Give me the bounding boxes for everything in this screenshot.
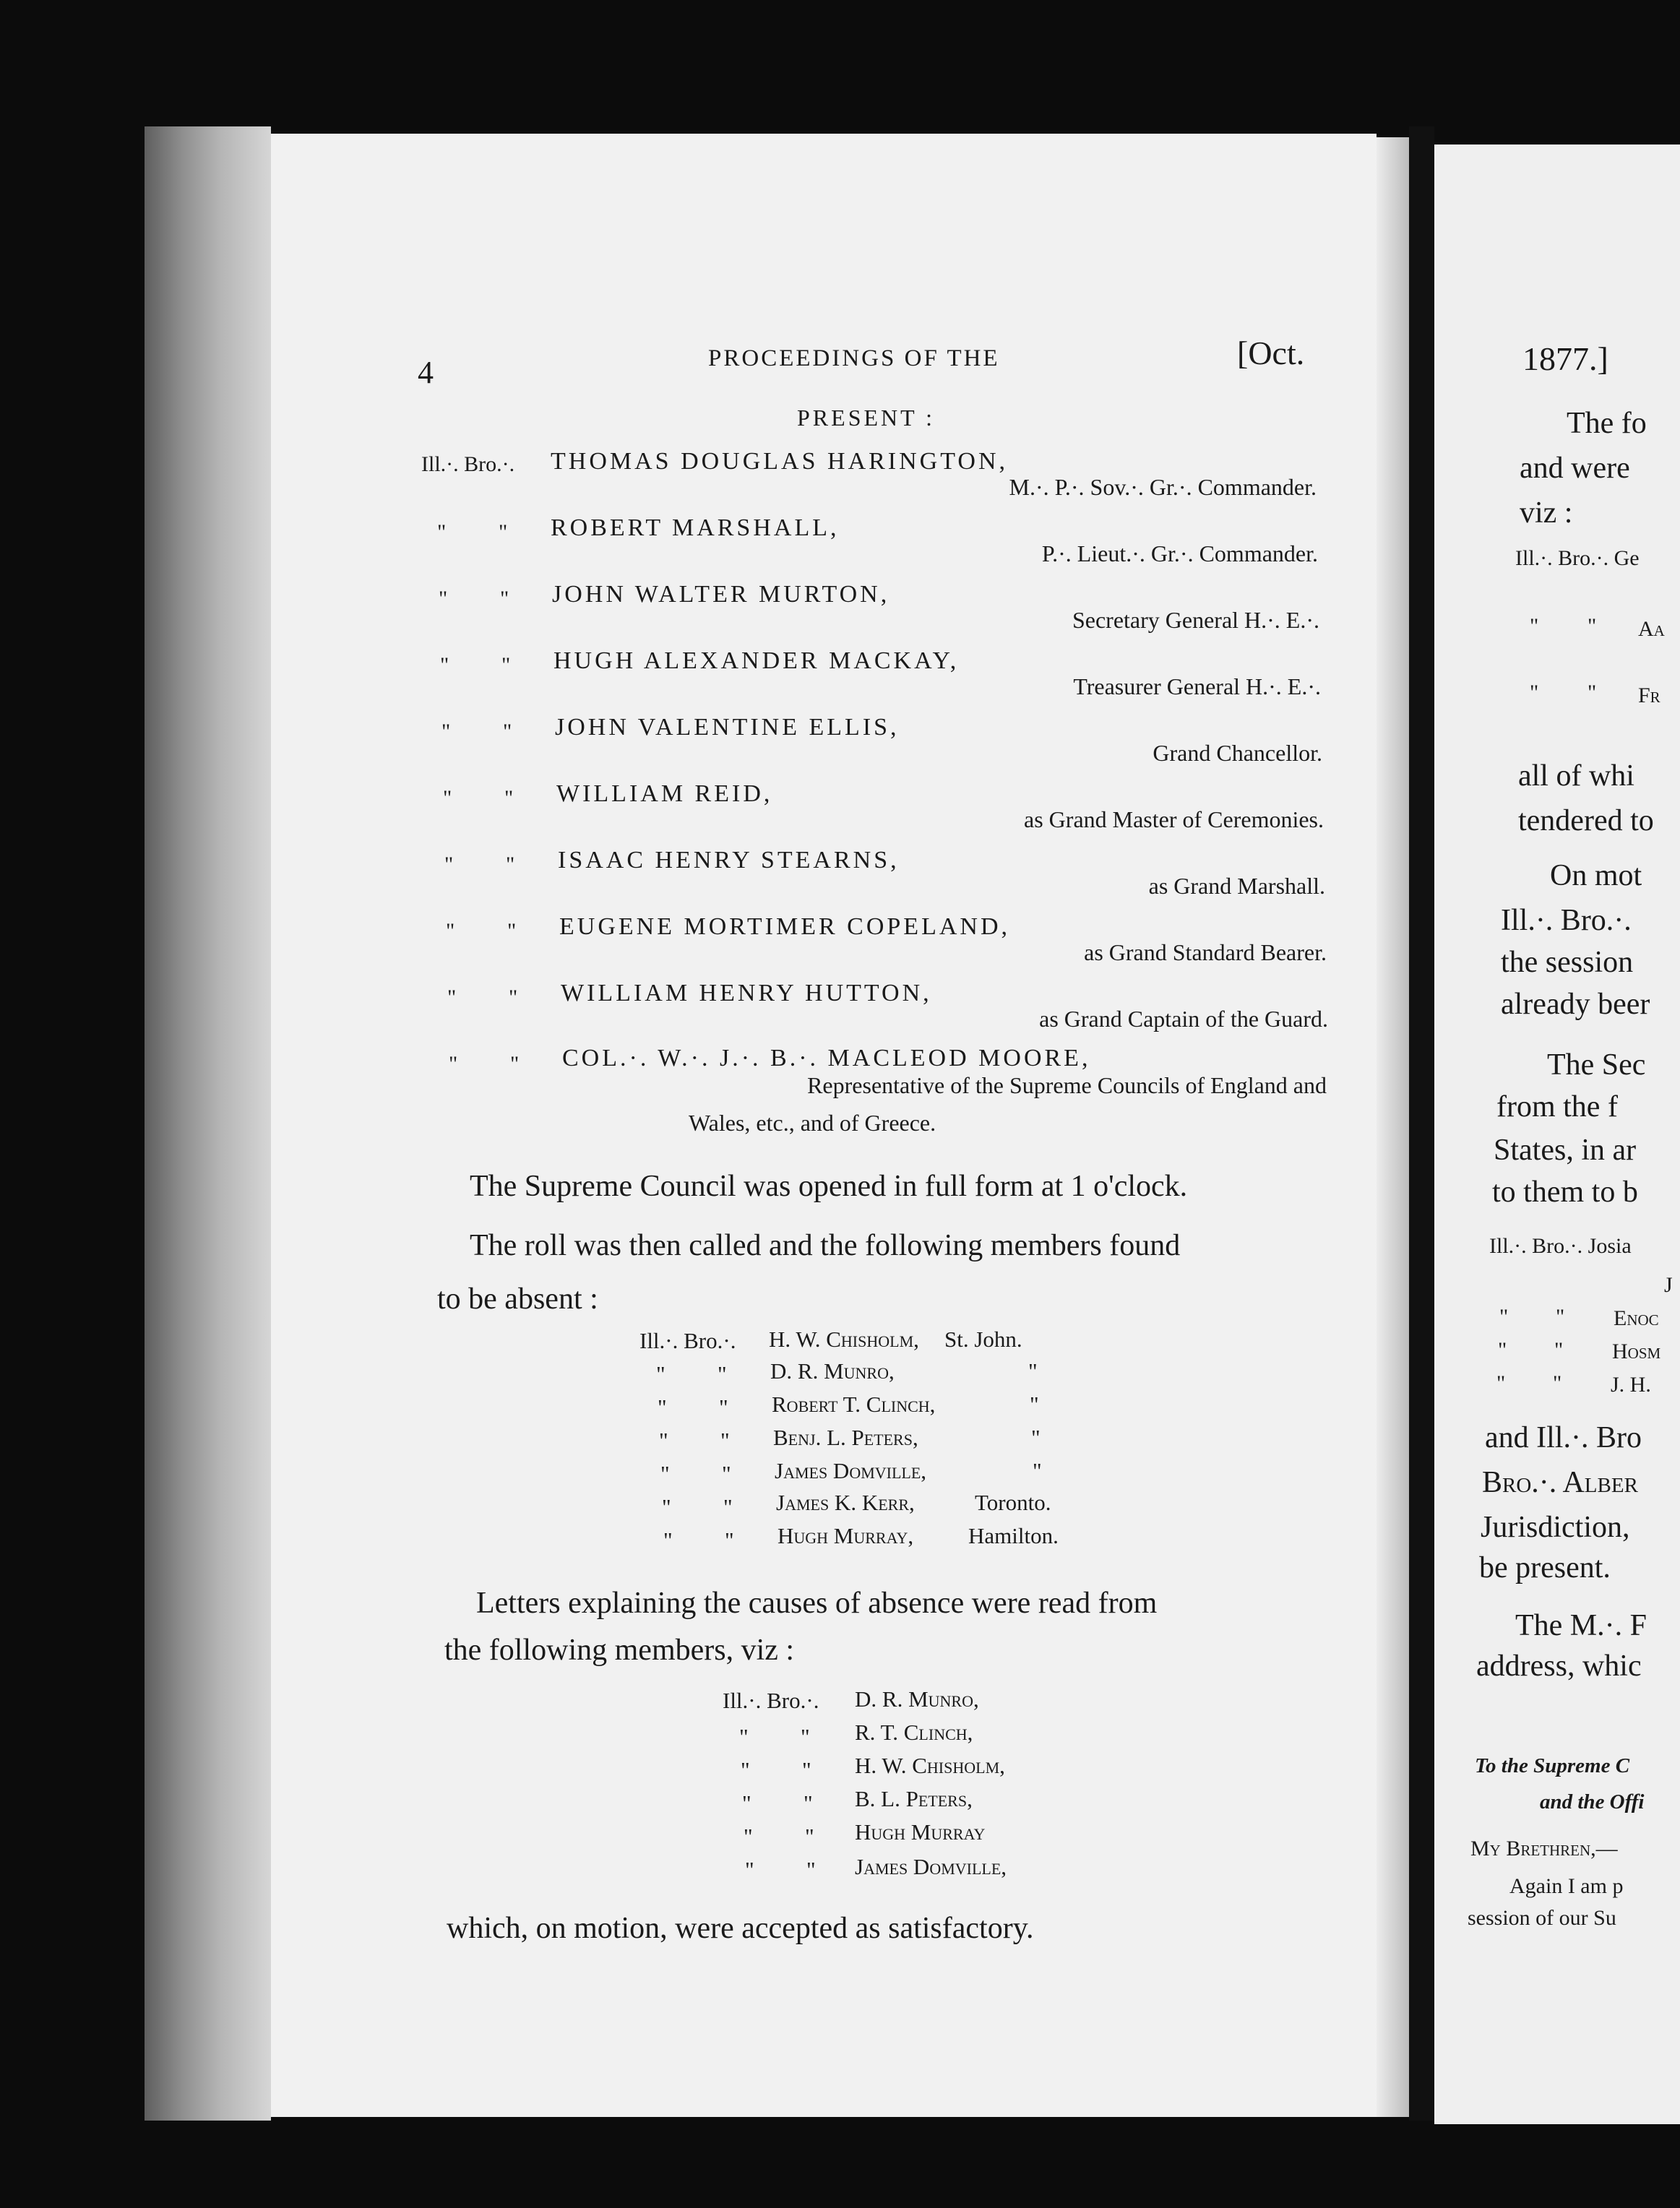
page-number: 4 [418, 355, 434, 390]
absent-place: " [1028, 1358, 1038, 1384]
ditto-mark: " [507, 919, 517, 943]
absent-prefix: Ill.·. Bro.·. [639, 1328, 736, 1353]
ditto-mark: " [509, 986, 518, 1009]
running-head: PROCEEDINGS OF THE [708, 345, 1000, 371]
present-title-continued: Wales, etc., and of Greece. [689, 1110, 936, 1136]
ditto-mark: " [441, 720, 451, 743]
ditto-mark: " [443, 786, 452, 810]
page-edge [145, 126, 271, 2121]
ditto-mark: " [663, 1527, 673, 1553]
right-running-head-year: 1877.] [1522, 340, 1608, 377]
right-text-line: Again I am p [1509, 1874, 1624, 1898]
present-title: Representative of the Supreme Councils of England and [807, 1072, 1327, 1098]
right-bro-line: J [1664, 1273, 1673, 1297]
present-name: HUGH ALEXANDER MACKAY, [553, 647, 960, 674]
right-line: On mot [1550, 859, 1642, 892]
ditto-mark: " [1530, 681, 1539, 704]
ditto-mark: " [1588, 681, 1597, 704]
ditto-mark: " [742, 1790, 751, 1816]
ditto-mark: " [659, 1428, 668, 1453]
right-bro-line: Hosm [1612, 1340, 1661, 1363]
letters-name: H. W. Chisholm, [855, 1753, 1005, 1778]
absent-place: St. John. [944, 1327, 1022, 1352]
right-line: the session [1501, 946, 1634, 979]
letters-name: James Domville, [855, 1854, 1007, 1879]
absent-name: James Domville, [775, 1458, 927, 1483]
absent-name: Robert T. Clinch, [772, 1392, 936, 1417]
ditto-mark: " [439, 587, 448, 611]
ditto-mark: " [722, 1461, 731, 1486]
ditto-mark: " [1498, 1338, 1507, 1362]
present-name: COL.·. W.·. J.·. B.·. MACLEOD MOORE, [562, 1045, 1091, 1071]
present-name: ROBERT MARSHALL, [551, 514, 840, 541]
present-title: as Grand Master of Ceremonies. [1024, 806, 1324, 832]
ditto-mark: " [662, 1494, 671, 1519]
ditto-mark: " [725, 1527, 734, 1553]
right-bro-line: Fr [1638, 683, 1660, 707]
ditto-mark: " [440, 653, 449, 677]
ditto-mark: " [1496, 1371, 1506, 1395]
letters-name: Hugh Murray [855, 1819, 986, 1845]
ditto-mark: " [656, 1361, 665, 1387]
ditto-mark: " [510, 1052, 520, 1076]
present-prefix: Ill.·. Bro.·. [421, 452, 515, 476]
absent-place: " [1030, 1392, 1039, 1417]
ditto-mark: " [801, 1724, 810, 1749]
present-name: THOMAS DOUGLAS HARINGTON, [551, 448, 1008, 475]
absent-name: Hugh Murray, [777, 1523, 914, 1548]
present-title: P.·. Lieut.·. Gr.·. Commander. [1041, 540, 1318, 566]
ditto-mark: " [718, 1361, 727, 1387]
letters-prefix: Ill.·. Bro.·. [723, 1688, 819, 1713]
right-line: The M.·. F [1515, 1609, 1647, 1642]
ditto-mark: " [802, 1757, 811, 1782]
absent-name: H. W. Chisholm, [769, 1327, 919, 1352]
ditto-mark: " [447, 986, 457, 1009]
letters-name: D. R. Munro, [855, 1686, 979, 1712]
paragraph-letters: Letters explaining the causes of absence were read from [476, 1587, 1158, 1620]
letters-name: B. L. Peters, [855, 1786, 973, 1811]
right-line: from the f [1496, 1090, 1618, 1124]
present-title: Secretary General H.·. E.·. [1072, 607, 1319, 633]
right-line: be present. [1479, 1551, 1611, 1584]
right-page-content [1434, 0, 1671, 2208]
absent-place: Hamilton. [968, 1523, 1059, 1548]
ditto-mark: " [745, 1857, 754, 1882]
absent-name: James K. Kerr, [776, 1490, 915, 1515]
spine [1409, 126, 1434, 2121]
ditto-mark: " [739, 1724, 749, 1749]
ditto-mark: " [503, 720, 512, 743]
right-line: tendered to [1518, 804, 1654, 837]
present-title: as Grand Standard Bearer. [1084, 939, 1327, 965]
right-bro-line: Ill.·. Bro.·. Josia [1489, 1234, 1632, 1258]
right-line: already beer [1501, 988, 1650, 1021]
present-name: JOHN VALENTINE ELLIS, [555, 714, 900, 741]
present-heading: PRESENT : [797, 405, 935, 431]
ditto-mark: " [501, 653, 511, 677]
absent-name: D. R. Munro, [770, 1358, 895, 1384]
ditto-mark: " [1499, 1305, 1509, 1329]
paragraph-opened: The Supreme Council was opened in full form at 1 o'clock. [470, 1170, 1188, 1203]
ditto-mark: " [500, 587, 509, 611]
right-line: to them to b [1492, 1176, 1638, 1209]
ditto-mark: " [806, 1857, 816, 1882]
present-name: WILLIAM REID, [556, 780, 773, 807]
running-head-date: [Oct. [1237, 335, 1305, 371]
right-line: and were [1520, 452, 1630, 485]
right-bro-line: J. H. [1611, 1373, 1651, 1397]
ditto-mark: " [741, 1757, 750, 1782]
present-title: Treasurer General H.·. E.·. [1073, 673, 1321, 699]
ditto-mark: " [1556, 1305, 1565, 1329]
ditto-mark: " [504, 786, 514, 810]
letters-name: R. T. Clinch, [855, 1720, 973, 1745]
paragraph-roll: The roll was then called and the following members found [470, 1229, 1181, 1262]
ditto-mark: " [444, 853, 454, 876]
ditto-mark: " [660, 1461, 670, 1486]
right-line: Jurisdiction, [1481, 1511, 1630, 1544]
right-line: Bro.·. Alber [1482, 1466, 1638, 1499]
right-line: viz : [1520, 496, 1573, 530]
right-line: States, in ar [1494, 1134, 1637, 1167]
right-text-line: session of our Su [1468, 1906, 1616, 1930]
ditto-mark: " [723, 1494, 733, 1519]
ditto-mark: " [1588, 614, 1597, 638]
paragraph-accepted: which, on motion, were accepted as satisfactory. [447, 1912, 1034, 1945]
absent-place: " [1031, 1425, 1041, 1450]
ditto-mark: " [805, 1824, 814, 1849]
present-name: WILLIAM HENRY HUTTON, [561, 980, 932, 1006]
ditto-mark: " [506, 853, 515, 876]
right-address-line: To the Supreme C [1475, 1754, 1630, 1777]
right-address-line: and the Offi [1540, 1790, 1645, 1814]
right-line: address, whic [1476, 1649, 1642, 1683]
ditto-mark: " [499, 520, 508, 544]
paragraph-roll-continued: to be absent : [437, 1282, 598, 1316]
ditto-mark: " [1554, 1338, 1564, 1362]
absent-name: Benj. L. Peters, [773, 1425, 918, 1450]
right-line: The Sec [1547, 1048, 1646, 1082]
ditto-mark: " [719, 1394, 728, 1420]
absent-place: " [1033, 1458, 1042, 1483]
right-line: all of whi [1518, 759, 1634, 793]
paragraph-letters-continued: the following members, viz : [444, 1634, 795, 1667]
absent-place: Toronto. [975, 1490, 1051, 1515]
right-bro-line: Enoc [1614, 1306, 1659, 1330]
right-line: and Ill.·. Bro [1485, 1421, 1642, 1454]
ditto-mark: " [720, 1428, 730, 1453]
ditto-mark: " [1530, 614, 1539, 638]
right-line: The fo [1567, 407, 1647, 440]
right-salutation: My Brethren,— [1470, 1837, 1618, 1860]
present-name: EUGENE MORTIMER COPELAND, [559, 913, 1010, 940]
present-title: Grand Chancellor. [1153, 740, 1322, 766]
ditto-mark: " [804, 1790, 813, 1816]
ditto-mark: " [449, 1052, 458, 1076]
present-title: M.·. P.·. Sov.·. Gr.·. Commander. [1009, 474, 1317, 500]
ditto-mark: " [744, 1824, 753, 1849]
present-title: as Grand Captain of the Guard. [1039, 1006, 1328, 1032]
right-bro-line: Aa [1638, 617, 1665, 641]
present-name: ISAAC HENRY STEARNS, [558, 847, 900, 874]
ditto-mark: " [658, 1394, 667, 1420]
right-line: Ill.·. Bro.·. [1501, 904, 1632, 937]
ditto-mark: " [446, 919, 455, 943]
ditto-mark: " [437, 520, 447, 544]
ditto-mark: " [1553, 1371, 1562, 1395]
present-name: JOHN WALTER MURTON, [552, 581, 890, 608]
present-title: as Grand Marshall. [1148, 873, 1325, 899]
right-bro-line: Ill.·. Bro.·. Ge [1515, 546, 1640, 570]
